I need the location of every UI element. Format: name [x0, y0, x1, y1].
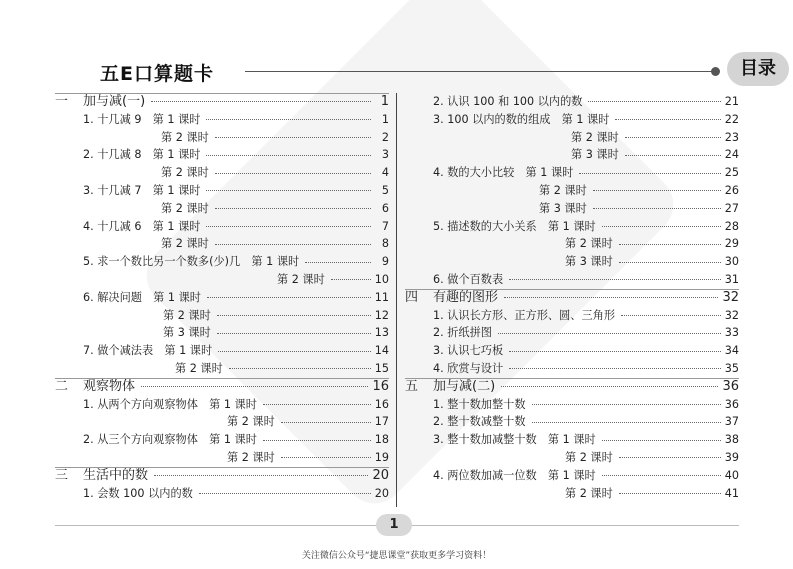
toc-label: 第 2 课时 [161, 166, 209, 180]
toc-label: 加与减(一) [83, 94, 146, 109]
toc-label: 第 2 课时 [565, 486, 613, 500]
toc-page-number: 16 [372, 378, 389, 394]
dot-leader [281, 457, 371, 458]
toc-leader [494, 324, 739, 342]
toc-leader [277, 413, 389, 431]
toc-label: 2. 从三个方向观察物体 第 1 课时 [83, 433, 257, 447]
toc-page-number: 6 [381, 201, 389, 215]
toc-label: 第 3 课时 [163, 326, 211, 340]
toc-chapter [55, 378, 389, 396]
dot-leader [619, 457, 721, 458]
dot-leader [615, 119, 721, 120]
dot-leader [602, 475, 721, 476]
chapter-rule [55, 467, 389, 468]
toc-entry [405, 271, 739, 289]
toc-label: 第 3 课时 [571, 148, 619, 162]
toc-label: 4. 两位数加减一位数 第 1 课时 [433, 468, 596, 482]
page-title: 五E口算题卡 [100, 63, 214, 85]
toc-entry [55, 182, 389, 200]
toc-leader [589, 182, 739, 200]
toc-leader [195, 485, 389, 503]
toc-leader [621, 146, 739, 164]
toc-leader [259, 431, 389, 449]
toc-entry [55, 129, 389, 147]
toc-label: 3. 十几减 7 第 1 课时 [83, 183, 201, 197]
toc-entry [55, 342, 389, 360]
dot-leader [619, 493, 721, 494]
dot-leader [532, 404, 721, 405]
toc-leader [211, 164, 389, 182]
dot-leader [215, 173, 371, 174]
toc-entry [405, 360, 739, 378]
toc-label: 第 2 课时 [227, 415, 275, 429]
chapter-number: 五 [405, 378, 419, 394]
toc-leader [202, 146, 389, 164]
dot-leader [151, 101, 371, 102]
toc-page-number: 36 [722, 378, 739, 394]
dot-leader [206, 119, 371, 120]
footer-note: 关注微信公众号“捷思课堂”获取更多学习资料！ [301, 551, 492, 561]
toc-page-number: 26 [724, 183, 739, 197]
toc-chapter [405, 378, 739, 396]
toc-label: 第 2 课时 [161, 237, 209, 251]
toc-leader [528, 413, 739, 431]
toc-label: 第 2 课时 [161, 130, 209, 144]
toc-page-number: 33 [724, 326, 739, 340]
toc-page-number: 8 [381, 237, 389, 251]
toc-label: 3. 整十数加减整十数 第 1 课时 [433, 433, 596, 447]
toc-page-number: 31 [724, 272, 739, 286]
column-divider [396, 93, 397, 507]
toc-page-number: 4 [381, 166, 389, 180]
toc-label: 第 3 课时 [539, 201, 587, 215]
toc-label: 加与减(二) [433, 378, 496, 394]
toc-leader [214, 342, 389, 360]
toc-page-number: 22 [724, 112, 739, 126]
toc-leader [615, 449, 739, 467]
toc-entry [405, 111, 739, 129]
toc-leader [211, 235, 389, 253]
dot-leader [206, 226, 371, 227]
dot-leader [593, 208, 721, 209]
dot-leader [154, 475, 368, 476]
toc-page-number: 36 [724, 397, 739, 411]
toc-page-number: 1 [380, 94, 389, 109]
dot-leader [199, 493, 371, 494]
toc-label: 有趣的图形 [433, 289, 499, 305]
dot-leader [229, 368, 371, 369]
toc-page-number: 12 [374, 308, 389, 322]
toc-page-number: 27 [724, 201, 739, 215]
chapter-number: 三 [55, 467, 69, 483]
dot-leader [215, 208, 371, 209]
toc-entry [405, 396, 739, 414]
toc-leader [150, 467, 389, 485]
toc-label: 3. 100 以内的数的组成 第 1 课时 [433, 112, 610, 126]
toc-leader [621, 129, 739, 147]
toc-leader [137, 378, 389, 396]
toc-label: 第 2 课时 [571, 130, 619, 144]
dot-leader [619, 244, 721, 245]
toc-page-number: 39 [724, 450, 739, 464]
toc-label: 7. 做个减法表 第 1 课时 [83, 344, 213, 358]
dot-leader [263, 404, 371, 405]
toc-label: 3. 认识七巧板 [433, 344, 504, 358]
toc-entry [55, 360, 389, 378]
dot-leader [215, 244, 371, 245]
dot-leader [215, 137, 371, 138]
toc-left-column [55, 93, 389, 502]
dot-leader [504, 297, 718, 298]
toc-leader [202, 218, 389, 236]
toc-page-number: 30 [724, 255, 739, 269]
toc-label: 6. 解决问题 第 1 课时 [83, 290, 201, 304]
toc-leader [505, 342, 739, 360]
toc-entry [405, 182, 739, 200]
toc-label: 1. 从两个方向观察物体 第 1 课时 [83, 397, 257, 411]
dot-leader [305, 262, 371, 263]
toc-entry [55, 324, 389, 342]
toc-page-number: 29 [724, 237, 739, 251]
toc-entry [55, 218, 389, 236]
dot-leader [602, 226, 721, 227]
toc-label: 第 2 课时 [565, 237, 613, 251]
toc-page-number: 24 [724, 148, 739, 162]
toc-page-number: 16 [374, 397, 389, 411]
toc-label: 4. 欣赏与设计 [433, 361, 504, 375]
dot-leader [509, 351, 721, 352]
toc-page-number: 1 [381, 112, 389, 126]
toc-page-number: 11 [374, 290, 389, 304]
chapter-rule [55, 378, 389, 379]
toc-entry [405, 431, 739, 449]
toc-page-number: 9 [381, 255, 389, 269]
toc-label: 1. 会数 100 以内的数 [83, 486, 193, 500]
toc-leader [589, 200, 739, 218]
toc-leader [301, 253, 389, 271]
toc-leader [497, 378, 739, 396]
toc-entry [405, 129, 739, 147]
dot-leader [498, 333, 721, 334]
toc-leader [505, 271, 739, 289]
toc-page-number: 19 [374, 450, 389, 464]
chapter-rule [405, 289, 739, 290]
toc-leader [615, 485, 739, 503]
toc-label: 第 2 课时 [277, 272, 325, 286]
toc-label: 4. 十几减 6 第 1 课时 [83, 219, 201, 233]
header-rule [245, 71, 713, 72]
toc-page-number: 7 [381, 219, 389, 233]
dot-leader [602, 440, 721, 441]
toc-entry [405, 146, 739, 164]
toc-page-number: 40 [724, 468, 739, 482]
toc-chapter [55, 467, 389, 485]
dot-leader [206, 155, 371, 156]
chapter-number: 一 [55, 94, 69, 109]
dot-leader [593, 190, 721, 191]
toc-leader [500, 289, 739, 307]
toc-page-number: 32 [722, 289, 739, 305]
dot-leader [207, 297, 371, 298]
toc-entry [405, 467, 739, 485]
toc-page-number: 20 [374, 486, 389, 500]
toc-page-number: 10 [374, 272, 389, 286]
toc-page-number: 18 [374, 433, 389, 447]
toc-page-number: 38 [724, 433, 739, 447]
header [100, 58, 776, 85]
toc-chapter [405, 289, 739, 307]
toc-leader [203, 289, 389, 307]
toc-leader [615, 235, 739, 253]
toc-entry [55, 307, 389, 325]
toc-entry [55, 271, 389, 289]
toc-entry [405, 307, 739, 325]
page-number: 1 [376, 514, 412, 536]
toc-label: 生活中的数 [83, 467, 149, 483]
header-dot-icon [711, 67, 720, 76]
toc-entry [55, 235, 389, 253]
toc-entry [55, 253, 389, 271]
toc-entry [55, 413, 389, 431]
toc-page-number: 41 [724, 486, 739, 500]
toc-page-number: 3 [381, 148, 389, 162]
dot-leader [331, 279, 371, 280]
chapter-rule [55, 93, 389, 94]
toc-page-number: 13 [374, 326, 389, 340]
toc-leader [202, 111, 389, 129]
toc-leader [213, 324, 389, 342]
toc-entry [405, 253, 739, 271]
toc-entry [405, 218, 739, 236]
toc-entry [55, 200, 389, 218]
toc-label: 4. 数的大小比较 第 1 课时 [433, 166, 574, 180]
toc-entry [55, 485, 389, 503]
toc-label: 第 2 课时 [227, 450, 275, 464]
toc-label: 观察物体 [83, 378, 136, 394]
toc-badge: 目录 [727, 52, 789, 86]
toc-leader [225, 360, 389, 378]
dot-leader [619, 262, 721, 263]
dot-leader [532, 422, 721, 423]
toc-entry [55, 111, 389, 129]
toc-page-number: 25 [724, 166, 739, 180]
chapter-number: 二 [55, 378, 69, 394]
toc-label: 1. 整十数加整十数 [433, 397, 526, 411]
chapter-number: 四 [405, 289, 419, 305]
toc-page-number: 37 [724, 415, 739, 429]
toc-label: 2. 认识 100 和 100 以内的数 [433, 95, 583, 108]
toc-leader [615, 253, 739, 271]
toc-chapter [55, 93, 389, 111]
toc-page-number: 20 [372, 467, 389, 483]
toc-page-number: 21 [724, 95, 739, 108]
toc-entry [55, 164, 389, 182]
toc-leader [598, 218, 739, 236]
dot-leader [141, 386, 368, 387]
toc-label: 第 2 课时 [163, 308, 211, 322]
toc-leader [598, 467, 739, 485]
dot-leader [625, 155, 721, 156]
toc-page-number: 5 [381, 183, 389, 197]
toc-leader [598, 431, 739, 449]
toc-leader [617, 307, 739, 325]
toc-leader [584, 93, 739, 111]
dot-leader [263, 440, 371, 441]
toc-leader [505, 360, 739, 378]
toc-label: 2. 整十数减整十数 [433, 415, 526, 429]
dot-leader [588, 101, 721, 102]
toc-right-column [405, 93, 739, 502]
toc-label: 1. 认识长方形、正方形、圆、三角形 [433, 308, 616, 322]
toc-label: 5. 求一个数比另一个数多(少)几 第 1 课时 [83, 255, 300, 269]
toc-label: 6. 做个百数表 [433, 272, 504, 286]
toc-label: 第 2 课时 [539, 183, 587, 197]
dot-leader [501, 386, 718, 387]
toc-entry [405, 235, 739, 253]
dot-leader [217, 333, 371, 334]
toc-leader [213, 307, 389, 325]
dot-leader [509, 279, 721, 280]
toc-page-number: 32 [724, 308, 739, 322]
toc-entry [405, 342, 739, 360]
toc-label: 第 2 课时 [161, 201, 209, 215]
toc-page-number: 23 [724, 130, 739, 144]
dot-leader [218, 351, 371, 352]
toc-page-number: 2 [381, 130, 389, 144]
toc-page-number: 17 [374, 415, 389, 429]
toc-page-number: 28 [724, 219, 739, 233]
chapter-rule [405, 378, 739, 379]
toc-page-number: 14 [374, 344, 389, 358]
toc-page-number: 35 [724, 361, 739, 375]
toc-label: 2. 十几减 8 第 1 课时 [83, 148, 201, 162]
toc-label: 第 3 课时 [565, 255, 613, 269]
toc-leader [611, 111, 739, 129]
dot-leader [217, 315, 371, 316]
dot-leader [621, 315, 721, 316]
toc-leader [259, 396, 389, 414]
toc-leader [202, 182, 389, 200]
dot-leader [579, 173, 721, 174]
toc-entry [55, 449, 389, 467]
toc-entry [405, 413, 739, 431]
toc-leader [211, 129, 389, 147]
toc-entry [405, 93, 739, 111]
toc-leader [147, 93, 389, 111]
dot-leader [509, 368, 721, 369]
dot-leader [625, 137, 721, 138]
toc-label: 5. 描述数的大小关系 第 1 课时 [433, 219, 596, 233]
toc-entry [55, 289, 389, 307]
toc-label: 第 2 课时 [175, 361, 223, 375]
toc-label: 第 2 课时 [565, 450, 613, 464]
toc-entry [405, 485, 739, 503]
toc-leader [327, 271, 389, 289]
toc-page-number: 34 [724, 344, 739, 358]
toc-entry [405, 200, 739, 218]
toc-entry [405, 324, 739, 342]
toc-leader [277, 449, 389, 467]
toc-page-number: 15 [374, 361, 389, 375]
dot-leader [206, 190, 371, 191]
toc-leader [211, 200, 389, 218]
toc-label: 1. 十几减 9 第 1 课时 [83, 112, 201, 126]
toc-entry [405, 164, 739, 182]
toc-entry [55, 396, 389, 414]
toc-leader [528, 396, 739, 414]
toc-entry [55, 146, 389, 164]
toc-entry [405, 449, 739, 467]
toc-leader [575, 164, 739, 182]
toc-label: 2. 折纸拼图 [433, 326, 492, 340]
dot-leader [281, 422, 371, 423]
toc-entry [55, 431, 389, 449]
